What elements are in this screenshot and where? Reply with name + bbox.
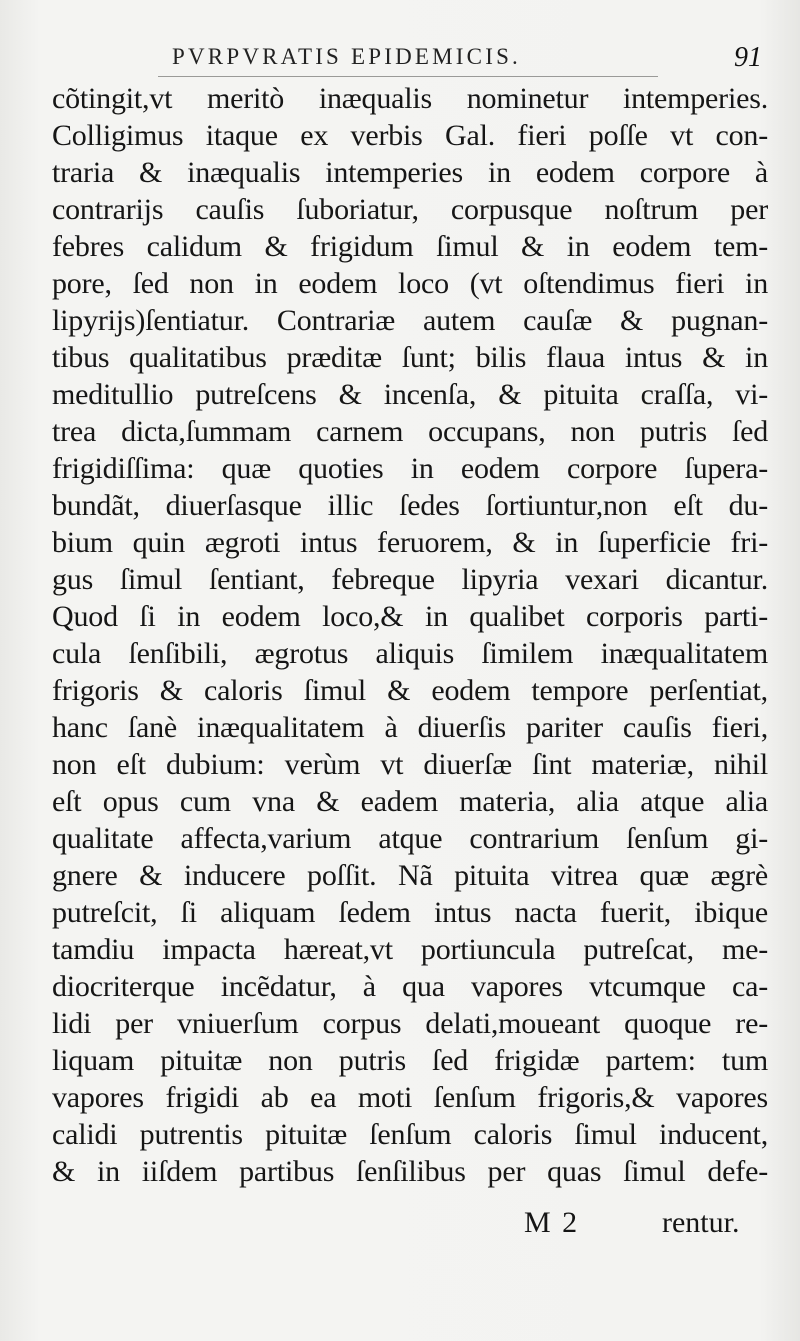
text-line: Quod ſi in eodem loco,& in qualibet corporis parti- — [52, 600, 768, 633]
text-line: cõtingit,vt meritò inæqualis nominetur intemperies. — [52, 82, 768, 115]
text-line: liquam pituitæ non putris ſed frigidæ partem: tum — [52, 1044, 768, 1077]
page-number: 91 — [734, 42, 762, 73]
text-line: tibus qualitatibus præditæ ſunt; bilis flaua intus & in — [52, 341, 768, 374]
text-line: frigidiſſima: quæ quoties in eodem corpore ſupera- — [52, 452, 768, 485]
text-line: febres calidum & frigidum ſimul & in eodem tem- — [52, 230, 768, 263]
text-line: gus ſimul ſentiant, febreque lipyria vexari dicantur. — [52, 563, 768, 596]
text-line: meditullio putreſcens & incenſa, & pituita craſſa, vi- — [52, 378, 768, 411]
text-line: cula ſenſibili, ægrotus aliquis ſimilem inæqualitatem — [52, 637, 768, 670]
text-line: calidi putrentis pituitæ ſenſum caloris ſimul inducent, — [52, 1118, 768, 1151]
margin-marks — [6, 80, 46, 265]
body-text — [52, 80, 768, 1190]
catchword: rentur. — [662, 1206, 740, 1239]
text-line: lidi per vniuerſum corpus delati,moueant quoque re- — [52, 1007, 768, 1040]
text-line: non eſt dubium: verùm vt diuerſæ ſint materiæ, nihil — [52, 748, 768, 781]
text-line: frigoris & caloris ſimul & eodem tempore perſentiat, — [52, 674, 768, 707]
text-line: bundãt, diuerſasque illic ſedes ſortiuntur,non eſt du- — [52, 489, 768, 522]
text-line: tamdiu impacta hæreat,vt portiuncula putreſcat, me- — [52, 933, 768, 966]
running-title: PVRPVRATIS EPIDEMICIS. — [172, 44, 522, 69]
text-line: vapores frigidi ab ea moti ſenſum frigoris,& vapores — [52, 1081, 768, 1114]
text-line: pore, ſed non in eodem loco (vt oſtendimus fieri in — [52, 267, 768, 300]
text-line: bium quin ægroti intus feruorem, & in ſuperficie fri- — [52, 526, 768, 559]
text-line: contrarijs cauſis ſuboriatur, corpusque noſtrum per — [52, 193, 768, 226]
signature-mark: M 2 — [524, 1206, 580, 1239]
text-line: hanc ſanè inæqualitatem à diuerſis pariter cauſis fieri, — [52, 711, 768, 744]
text-line: trea dicta,ſummam carnem occupans, non putris ſed — [52, 415, 768, 448]
text-line: traria & inæqualis intemperies in eodem corpore à — [52, 156, 768, 189]
text-line: lipyrijs)ſentiatur. Contrariæ autem cauſæ & pugnan- — [52, 304, 768, 337]
text-line: qualitate affecta,varium atque contrarium ſenſum gi- — [52, 822, 768, 855]
text-line: putreſcit, ſi aliquam ſedem intus nacta fuerit, ibique — [52, 896, 768, 929]
text-line: Colligimus itaque ex verbis Gal. fieri poſſe vt con- — [52, 119, 768, 152]
text-line: eſt opus cum vna & eadem materia, alia atque alia — [52, 785, 768, 818]
text-line: gnere & inducere poſſit. Nã pituita vitrea quæ ægrè — [52, 859, 768, 892]
text-line: & in iiſdem partibus ſenſilibus per quas ſimul defe- — [52, 1155, 768, 1188]
text-line: diocriterque incẽdatur, à qua vapores vtcumque ca- — [52, 970, 768, 1003]
header-rule — [158, 76, 658, 77]
